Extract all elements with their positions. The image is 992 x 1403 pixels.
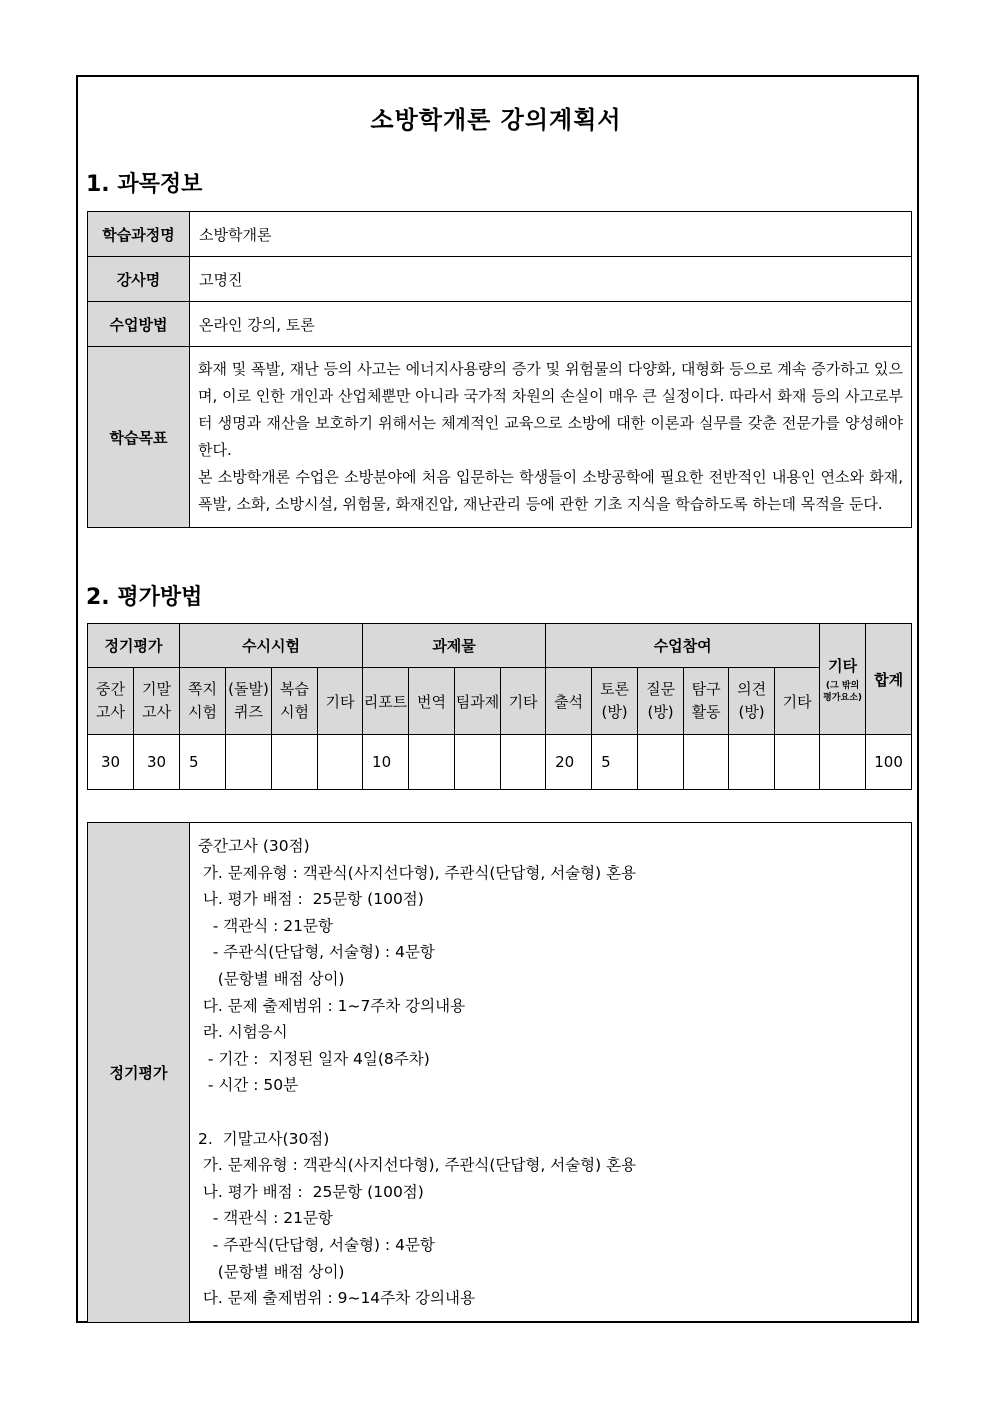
eval-review-header-2: 시험 [280, 703, 309, 721]
document-title: 소방학개론 강의계획서 [370, 106, 622, 134]
eval-etc-header [820, 624, 866, 735]
exam-detail-line: 중간고사 (30점) [198, 837, 310, 855]
goal-row [88, 347, 912, 528]
exam-detail-line: - 객관식 : 21문항 [198, 916, 333, 935]
method-label: 수업방법 [88, 302, 190, 347]
eval-sub-header-row [88, 668, 912, 735]
evaluation-table [87, 623, 912, 790]
eval-quiz-header-1: 쪽지 [188, 680, 217, 698]
exam-detail-line: (문항별 배점 상이) [198, 1262, 345, 1281]
method-row [88, 302, 912, 347]
eval-translate-header: 번역 [409, 668, 455, 735]
eval-group-header-row [88, 624, 912, 668]
eval-etc2-header: 기타 [501, 668, 546, 735]
exam-detail-label: 정기평가 [88, 823, 190, 1323]
course-name-row [88, 212, 912, 257]
goal-paragraph-2: 본 소방학개론 수업은 소방분야에 처음 입문하는 학생들이 소방공학에 필요한 전반적인 내용인 연소와 화재, 폭발, 소화, 소방시설, 위험물, 화재진압, 재난관리 등에 관한 기초 지식을 학습하도록 하는데 목적을 둔다. [198, 468, 903, 513]
eval-opinion-header-2: (방) [738, 703, 765, 721]
goal-text [190, 347, 912, 528]
eval-quiz-value: 5 [180, 735, 226, 790]
exam-detail-line: - 주관식(단답형, 서술형) : 4문항 [198, 943, 435, 962]
eval-etc1-value [318, 735, 363, 790]
eval-explore-value [684, 735, 729, 790]
eval-review-value [272, 735, 318, 790]
instructor-row [88, 257, 912, 302]
eval-etc-value [820, 735, 866, 790]
eval-attend-header: 출석 [546, 668, 592, 735]
eval-etc3-header: 기타 [775, 668, 820, 735]
eval-mid-header-2: 고사 [96, 703, 125, 721]
eval-translate-value [409, 735, 455, 790]
eval-final-value: 30 [134, 735, 180, 790]
eval-final-header-1: 기말 [142, 680, 171, 698]
eval-discuss-header-1: 토론 [600, 680, 630, 698]
exam-detail-lines [198, 833, 903, 1312]
exam-detail-line: 나. 평가 배점 : 25문항 (100점) [198, 890, 424, 909]
eval-report-value: 10 [363, 735, 409, 790]
exam-detail-line: 2. 기말고사(30점) [198, 1129, 330, 1148]
eval-discuss-header [592, 668, 638, 735]
exam-detail-row [88, 823, 912, 1323]
eval-mid-value: 30 [88, 735, 134, 790]
eval-etc2-value [501, 735, 546, 790]
eval-popquiz-header-2: 퀴즈 [234, 703, 263, 721]
eval-attend-value: 20 [546, 735, 592, 790]
eval-quiz-header-2: 시험 [188, 703, 217, 721]
eval-question-header-1: 질문 [646, 680, 676, 698]
eval-opinion-value [729, 735, 775, 790]
eval-etc-note: (그 밖의 평가요소) [823, 680, 863, 703]
eval-explore-header [684, 668, 729, 735]
section-course-info-heading: 1. 과목정보 [86, 172, 203, 197]
eval-popquiz-header-1: (돌발) [228, 680, 269, 698]
exam-detail-line: - 객관식 : 21문항 [198, 1209, 333, 1228]
eval-explore-header-1: 탐구 [691, 680, 721, 698]
course-info-table [87, 211, 912, 528]
eval-final-header [134, 668, 180, 735]
eval-opinion-header [729, 668, 775, 735]
eval-review-header-1: 복습 [280, 680, 309, 698]
goal-label: 학습목표 [88, 347, 190, 528]
eval-total-header: 합계 [866, 624, 912, 735]
eval-regular-header: 정기평가 [88, 624, 180, 668]
goal-paragraph-1: 화재 및 폭발, 재난 등의 사고는 에너지사용량의 증가 및 위험물의 다양화, 대형화 등으로 계속 증가하고 있으며, 이로 인한 개인과 산업체뿐만 아니라 국가적 차원의 손실이 매우 큰 실정이다. 따라서 화재 등의 사고로부터 생명과 재산을 보호하기 위해서는 체계적인 교육으로 소방에 대한 이론과 실무를 갖춘 전문가를 양성해야 한다. [198, 360, 903, 459]
eval-team-header: 팀과제 [455, 668, 501, 735]
eval-assignment-header: 과제물 [363, 624, 546, 668]
course-name-label: 학습과정명 [88, 212, 190, 257]
exam-detail-line: 라. 시험응시 [198, 1023, 288, 1042]
eval-participation-header: 수업참여 [546, 624, 820, 668]
exam-detail-line: 다. 문제 출제범위 : 9~14주차 강의내용 [198, 1289, 475, 1308]
exam-detail-line: 가. 문제유형 : 객관식(사지선다형), 주관식(단답형, 서술형) 혼용 [198, 863, 637, 882]
course-name-value: 소방학개론 [190, 212, 912, 257]
exam-detail-line: - 시간 : 50분 [198, 1076, 299, 1095]
eval-review-header [272, 668, 318, 735]
eval-popquiz-header [226, 668, 272, 735]
eval-values-row [88, 735, 912, 790]
eval-mid-header-1: 중간 [96, 680, 125, 698]
section-evaluation-heading: 2. 평가방법 [86, 585, 203, 610]
exam-detail-line: - 주관식(단답형, 서술형) : 4문항 [198, 1235, 435, 1254]
eval-etc3-value [775, 735, 820, 790]
eval-discuss-value: 5 [592, 735, 638, 790]
eval-popquiz-value [226, 735, 272, 790]
method-value: 온라인 강의, 토론 [190, 302, 912, 347]
instructor-value: 고명진 [190, 257, 912, 302]
exam-detail-line: 가. 문제유형 : 객관식(사지선다형), 주관식(단답형, 서술형) 혼용 [198, 1156, 637, 1175]
eval-total-value: 100 [866, 735, 912, 790]
eval-discuss-header-2: (방) [601, 703, 628, 721]
eval-explore-header-2: 활동 [691, 703, 721, 721]
exam-detail-table [87, 822, 912, 1323]
exam-detail-line [198, 1099, 903, 1126]
eval-quiz-header [180, 668, 226, 735]
instructor-label: 강사명 [88, 257, 190, 302]
eval-team-value [455, 735, 501, 790]
exam-detail-line: (문항별 배점 상이) [198, 969, 345, 988]
eval-etc1-header: 기타 [318, 668, 363, 735]
eval-report-header: 리포트 [363, 668, 409, 735]
exam-detail-line: 나. 평가 배점 : 25문항 (100점) [198, 1182, 424, 1201]
eval-question-value [638, 735, 684, 790]
eval-question-header-2: (방) [647, 703, 674, 721]
exam-detail-body [190, 823, 912, 1323]
eval-etc-label: 기타 [828, 656, 858, 675]
exam-detail-line: 다. 문제 출제범위 : 1~7주차 강의내용 [198, 996, 466, 1015]
exam-detail-line: - 기간 : 지정된 일자 4일(8주차) [198, 1049, 430, 1068]
eval-final-header-2: 고사 [142, 703, 171, 721]
eval-question-header [638, 668, 684, 735]
eval-mid-header [88, 668, 134, 735]
eval-opinion-header-1: 의견 [737, 680, 767, 698]
eval-frequent-header: 수시시험 [180, 624, 363, 668]
